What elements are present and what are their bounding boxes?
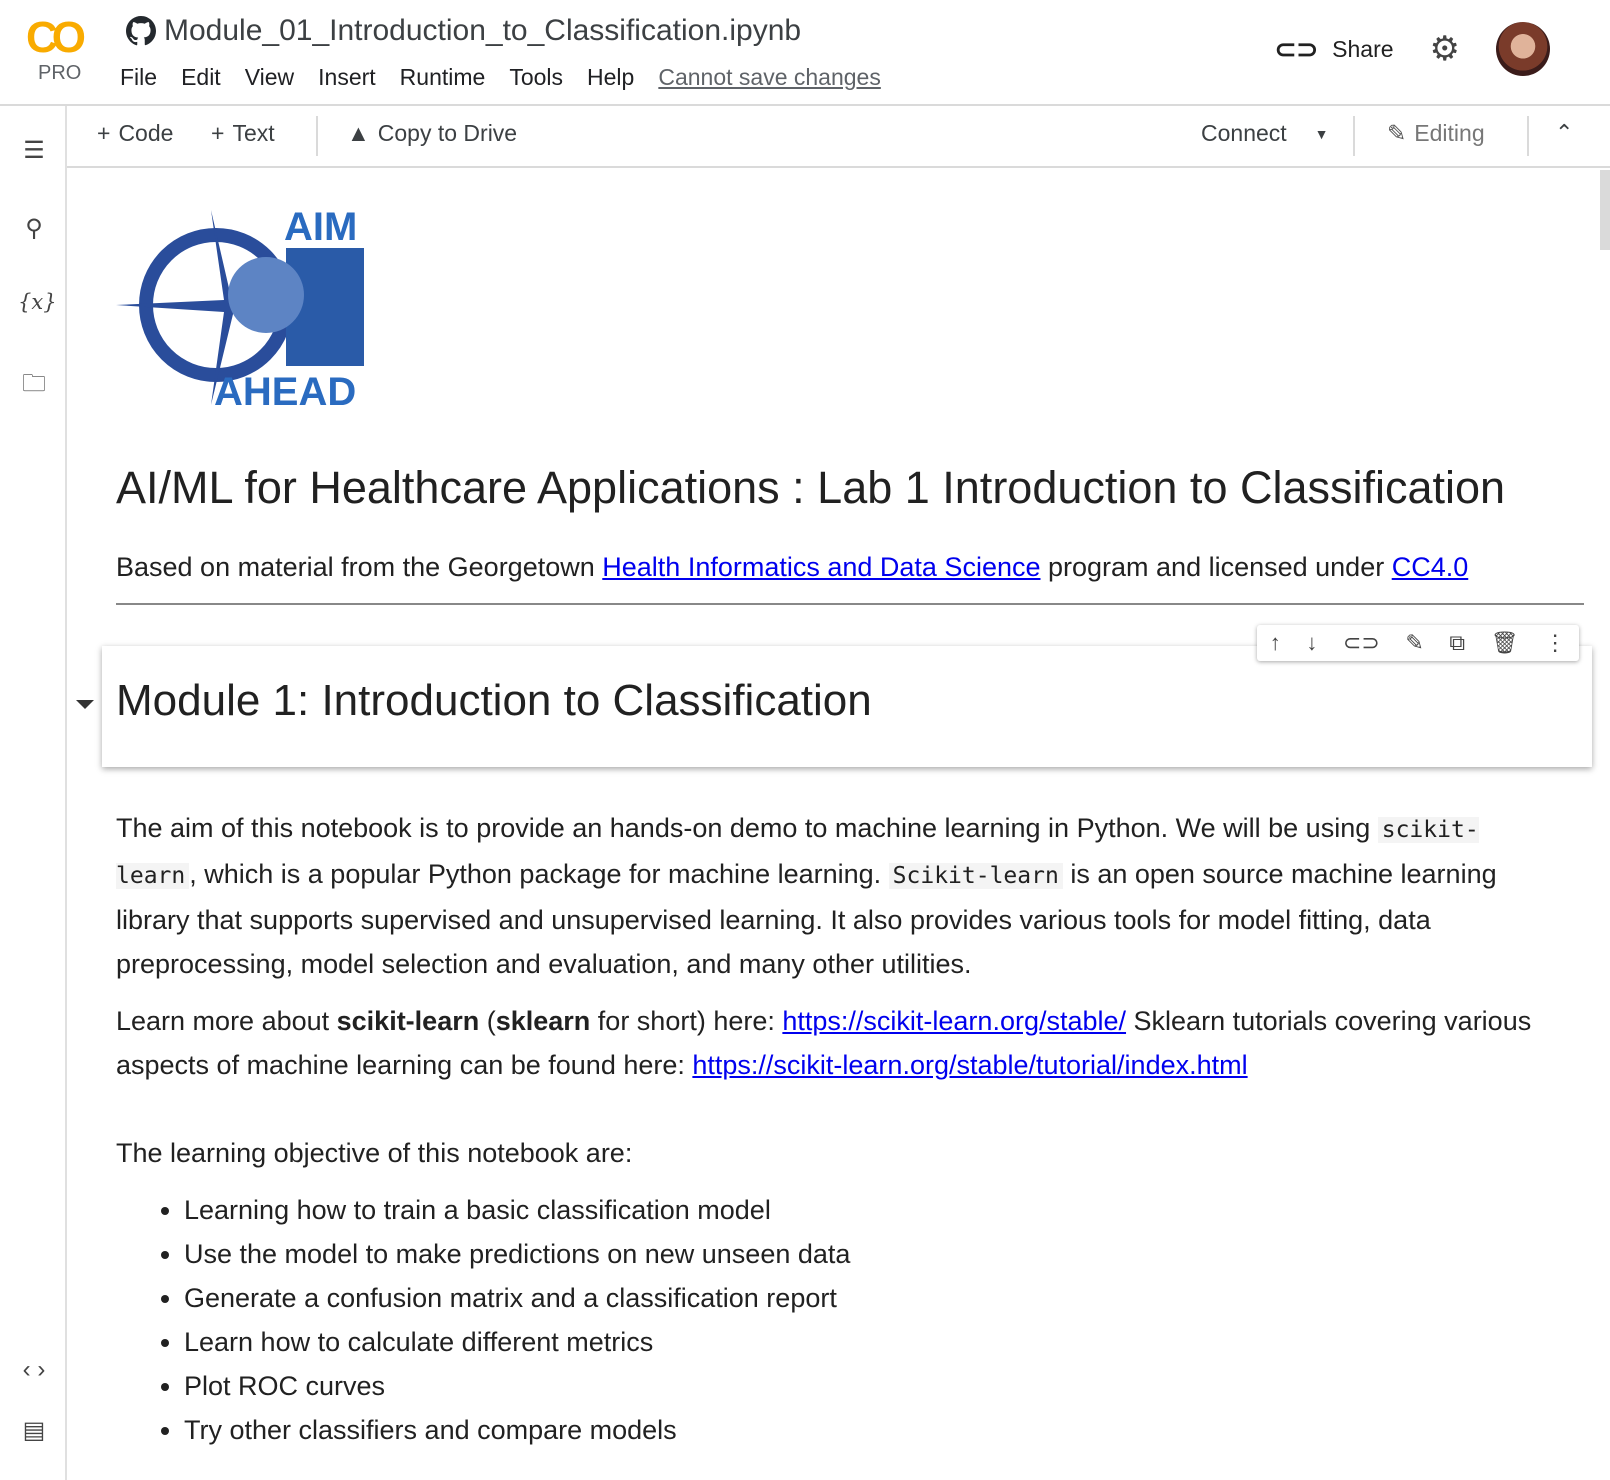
menu-view[interactable]: View	[244, 64, 295, 90]
pencil-icon[interactable]: ✎	[1405, 630, 1424, 655]
list-item: • Learning how to train a basic classification model	[184, 1188, 1556, 1232]
scrollbar[interactable]	[1600, 170, 1610, 250]
notebook-title-heading: AI/ML for Healthcare Applications : Lab 1 Introduction to Classification	[116, 462, 1506, 513]
attribution-text: Based on material from the Georgetown Health Informatics and Data Science program and licensed under CC4.0	[116, 552, 1469, 582]
github-icon	[126, 16, 156, 46]
drive-icon: ▲	[347, 120, 370, 146]
connect-button[interactable]: Connect ▼	[1201, 120, 1329, 146]
move-up-icon[interactable]: ↑	[1269, 630, 1281, 655]
objectives-list	[184, 1188, 1556, 1452]
avatar[interactable]	[1496, 22, 1550, 76]
objectives-intro: The learning objective of this notebook are:	[116, 1138, 633, 1168]
menu-help[interactable]: Help	[587, 64, 635, 90]
list-item: • Generate a confusion matrix and a classification report	[184, 1276, 1556, 1320]
notebook-title[interactable]	[126, 14, 801, 48]
sklearn-link[interactable]: https://scikit-learn.org/stable/	[782, 1006, 1127, 1036]
divider	[1353, 116, 1355, 156]
chevron-down-icon: ▼	[1314, 125, 1329, 142]
aim-ahead-logo	[116, 210, 371, 415]
plus-icon: +	[211, 120, 225, 146]
editing-mode-button[interactable]: ✎ Editing	[1387, 120, 1485, 146]
menu-tools[interactable]: Tools	[509, 64, 564, 90]
plus-icon: +	[97, 120, 111, 146]
notebook-filename: Module_01_Introduction_to_Classification.ipynb	[164, 14, 802, 47]
horizontal-rule	[116, 603, 1584, 605]
delete-icon[interactable]: 🗑	[1490, 630, 1519, 655]
add-text-button[interactable]: + Text	[211, 120, 275, 146]
menu-file[interactable]: File	[120, 64, 158, 90]
pencil-icon: ✎	[1387, 120, 1407, 146]
pro-badge: PRO	[38, 62, 82, 84]
terminal-icon[interactable]: ▤	[22, 1417, 46, 1444]
link-icon: ⊂⊃	[1274, 33, 1319, 64]
markdown-body	[116, 806, 1556, 1452]
gear-icon[interactable]: ⚙	[1429, 30, 1460, 68]
list-item: • Try other classifiers and compare models	[184, 1408, 1556, 1452]
list-item: • Learn how to calculate different metrics	[184, 1320, 1556, 1364]
divider	[316, 116, 318, 156]
menu-edit[interactable]: Edit	[181, 64, 221, 90]
variables-icon[interactable]: {x}	[18, 290, 57, 314]
menu-runtime[interactable]: Runtime	[399, 64, 486, 90]
cell-toolbar	[1257, 625, 1579, 661]
copy-to-drive-button[interactable]: ▲ Copy to Drive	[347, 120, 518, 146]
collapse-section-icon[interactable]	[76, 700, 94, 709]
move-down-icon[interactable]: ↓	[1306, 630, 1318, 655]
add-code-button[interactable]: + Code	[97, 120, 174, 146]
more-options-icon[interactable]: ⋮	[1544, 630, 1567, 655]
menu-insert[interactable]: Insert	[318, 64, 376, 90]
sklearn-tutorial-link[interactable]: https://scikit-learn.org/stable/tutorial/index.html	[692, 1050, 1248, 1080]
code-snippets-icon[interactable]: ‹ ›	[22, 1356, 46, 1383]
logo-text-aim: AIM	[284, 210, 358, 249]
save-status-link[interactable]: Cannot save changes	[658, 64, 881, 90]
search-icon[interactable]: ⚲	[25, 215, 43, 242]
collapse-header-icon[interactable]: ⌃	[1555, 120, 1574, 145]
list-item: • Plot ROC curves	[184, 1364, 1556, 1408]
text-cell-selected[interactable]	[102, 646, 1592, 767]
divider	[1527, 116, 1529, 156]
menu-bar	[120, 64, 881, 91]
colab-logo-text: CO	[26, 13, 80, 62]
description-paragraph: The aim of this notebook is to provide an hands-on demo to machine learning in Python. We will be using scikit-learn , which is a popular Python package for machine learning. Scikit-learn is an open source machine learning library that supports supervised and unsupervised learning. It also provides various tools for model fitting, data preprocessing, model selection and evaluation, and many other utilities.	[116, 813, 1497, 979]
share-button[interactable]: ⊂⊃ Share	[1274, 33, 1394, 64]
link-icon[interactable]: ⊂⊃	[1342, 630, 1380, 655]
colab-logo[interactable]	[26, 13, 96, 85]
list-item: • Use the model to make predictions on new unseen data	[184, 1232, 1556, 1276]
app-header	[0, 0, 1610, 106]
cc-license-link[interactable]: CC4.0	[1391, 552, 1469, 582]
folder-icon[interactable]: 🗀	[22, 370, 46, 397]
left-sidebar	[0, 106, 67, 1480]
resources-paragraph: Learn more about scikit-learn (sklearn for short) here: https://scikit-learn.org/stable/ Sklearn tutorials covering various aspects of machine learning can be found here: https://scikit-learn.org/stable/tutorial/index.html	[116, 1006, 1532, 1080]
notebook-toolbar	[67, 106, 1610, 168]
module-heading: Module 1: Introduction to Classification	[116, 676, 872, 725]
logo-text-ahead: AHEAD	[214, 370, 357, 414]
table-of-contents-icon[interactable]: ☰	[23, 137, 45, 164]
hids-link[interactable]: Health Informatics and Data Science	[602, 552, 1041, 582]
mirror-cell-icon[interactable]: ⧉	[1449, 630, 1466, 655]
